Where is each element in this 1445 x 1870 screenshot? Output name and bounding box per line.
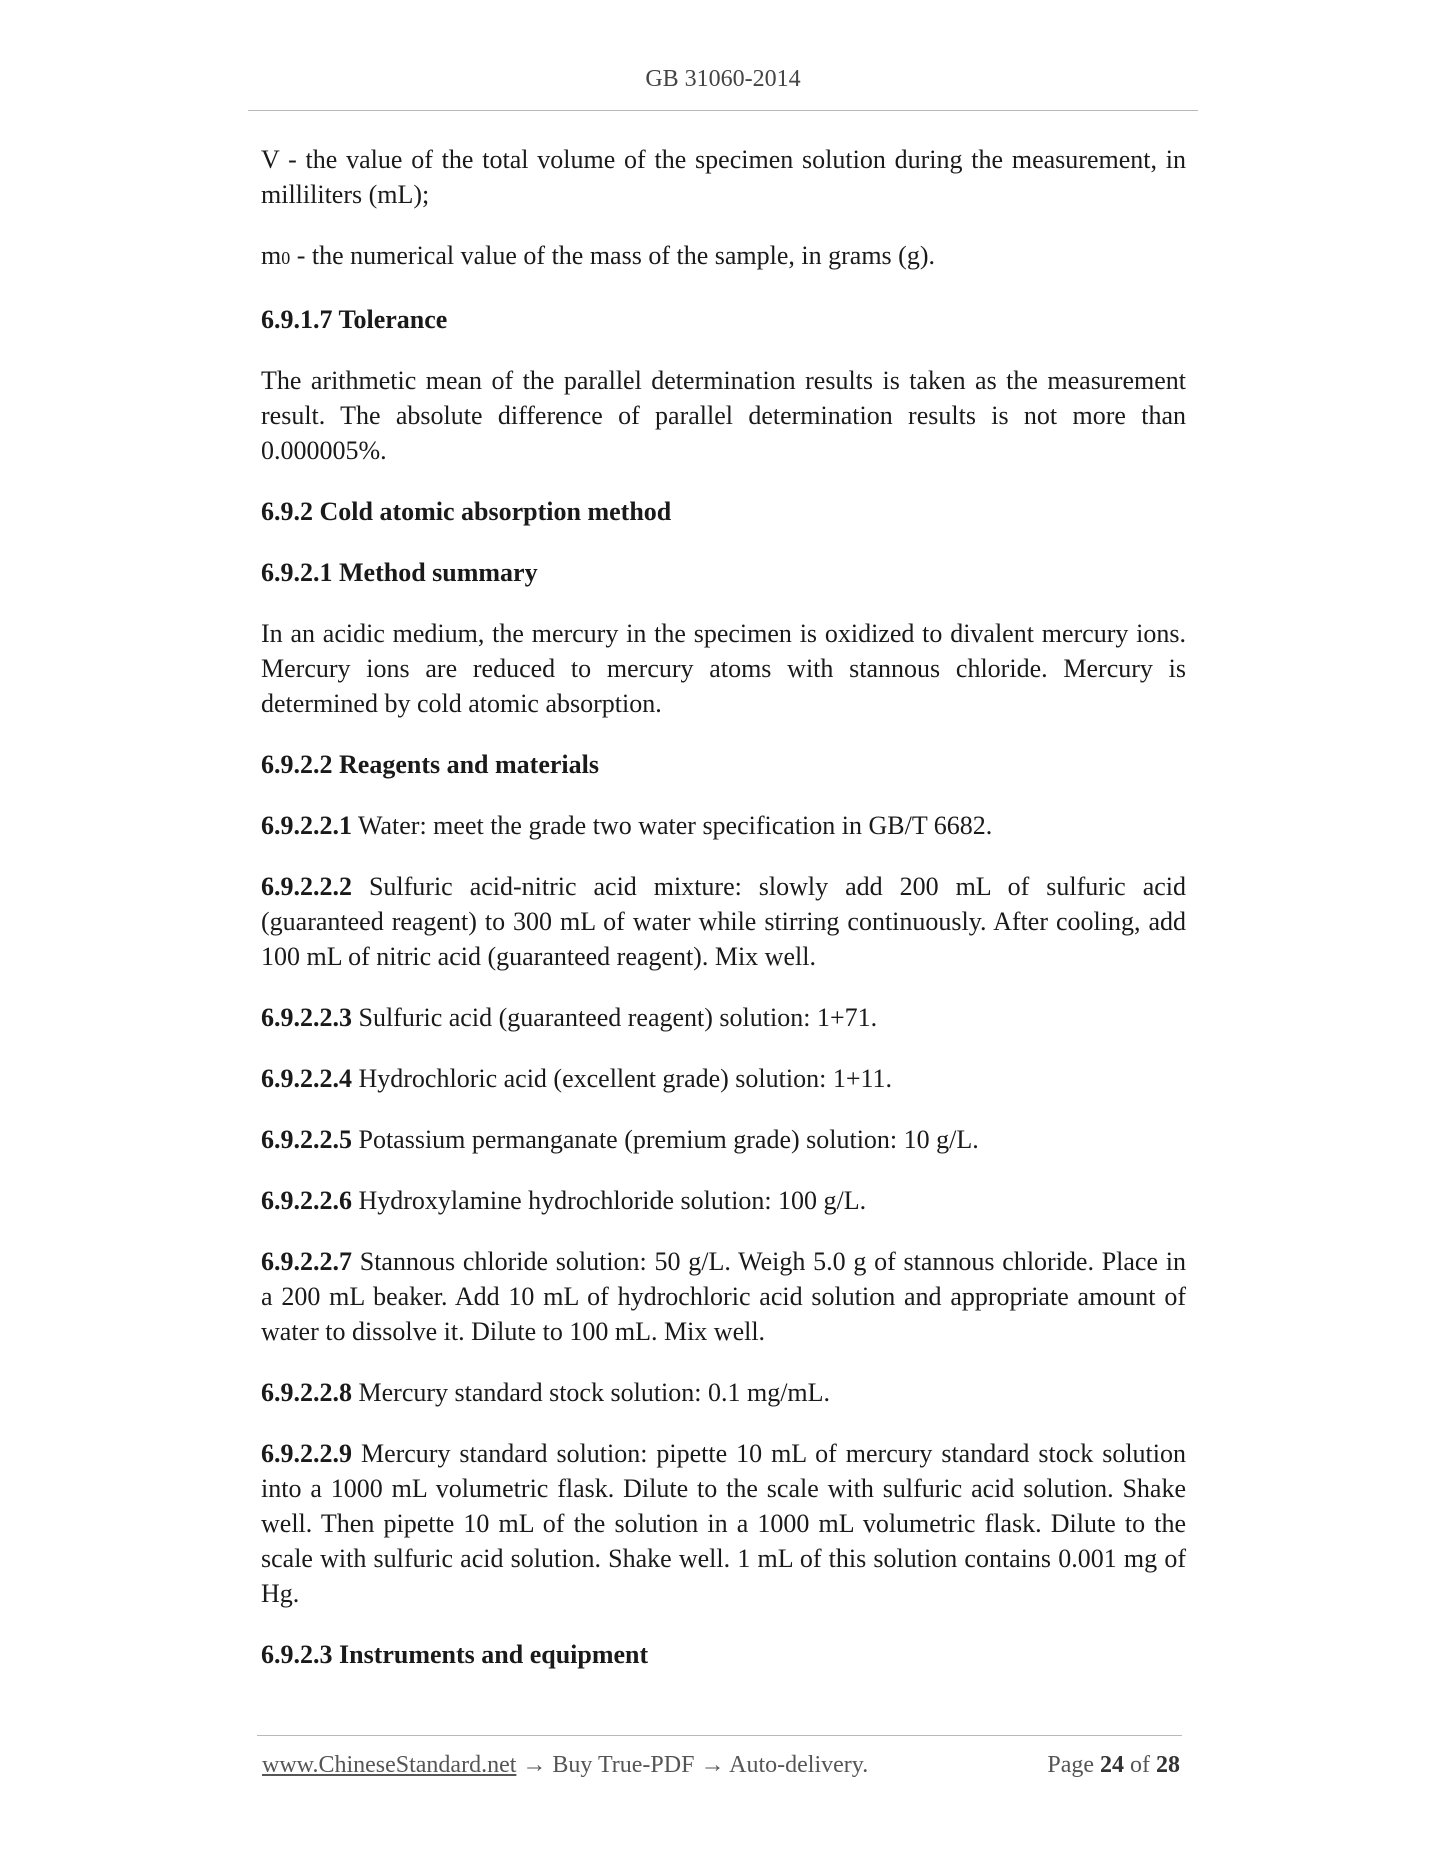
clause-text: Sulfuric acid-nitric acid mixture: slowly add 200 mL of sulfuric acid (guaranteed reagent) to 300 mL of water while stirring continuously. After cooling, add 100 mL of nitric acid (guaranteed reagent). Mix well. <box>261 872 1186 971</box>
clause-text: Water: meet the grade two water specification in GB/T 6682. <box>352 811 993 840</box>
clause-text: Mercury standard solution: pipette 10 mL of mercury standard stock solution into a 1000 mL volumetric flask. Dilute to the scale with sulfuric acid solution. Shake well. Then pipette 10 mL of the solution in a 1000 mL volumetric flask. Dilute to the scale with sulfuric acid solution. Shake well. 1 mL of this solution contains 0.001 mg of Hg. <box>261 1439 1186 1608</box>
clause-text: Mercury standard stock solution: 0.1 mg/mL. <box>352 1378 831 1407</box>
clause-number: 6.9.2.2.2 <box>261 872 352 901</box>
reagent-item <box>261 1244 1186 1349</box>
reagent-item <box>261 808 1186 843</box>
clause-text: Stannous chloride solution: 50 g/L. Weigh 5.0 g of stannous chloride. Place in a 200 mL beaker. Add 10 mL of hydrochloric acid solution and appropriate amount of water to dissolve it. Dilute to 100 mL. Mix well. <box>261 1247 1186 1346</box>
header-divider <box>248 110 1198 111</box>
m0-symbol: m <box>261 241 282 270</box>
arrow-right-icon: → <box>694 1752 730 1778</box>
heading-6-9-2-1: 6.9.2.1 Method summary <box>261 558 538 587</box>
footer-divider <box>257 1735 1182 1736</box>
clause-number: 6.9.2.2.7 <box>261 1247 352 1276</box>
reagent-item <box>261 1122 1186 1157</box>
of-label: of <box>1130 1752 1150 1778</box>
clause-number: 6.9.2.2.4 <box>261 1064 352 1093</box>
page-label: Page <box>1047 1752 1094 1778</box>
m0-definition-text: - the numerical value of the mass of the sample, in grams (g). <box>290 241 935 270</box>
reagent-item <box>261 1061 1186 1096</box>
paragraph-method-summary: In an acidic medium, the mercury in the specimen is oxidized to divalent mercury ions. Mercury ions are reduced to mercury atoms with stannous chloride. Mercury is determined by cold atomic absorption. <box>261 619 1186 718</box>
clause-text: Hydroxylamine hydrochloride solution: 100 g/L. <box>352 1186 867 1215</box>
paragraph-tolerance: The arithmetic mean of the parallel determination results is taken as the measurement result. The absolute difference of parallel determination results is not more than 0.000005%. <box>261 366 1186 465</box>
page-header: GB 31060-2014 <box>645 66 801 92</box>
paragraph-m0-definition <box>261 238 1186 276</box>
reagent-item <box>261 869 1186 974</box>
m0-subscript: 0 <box>281 248 291 268</box>
heading-6-9-2-2: 6.9.2.2 Reagents and materials <box>261 750 599 779</box>
page-counter <box>1047 1752 1180 1779</box>
reagent-item <box>261 1436 1186 1611</box>
heading-6-9-1-7: 6.9.1.7 Tolerance <box>261 305 448 334</box>
heading-6-9-2-3: 6.9.2.3 Instruments and equipment <box>261 1640 649 1669</box>
buy-pdf-text: Buy True-PDF <box>552 1752 695 1778</box>
reagent-item <box>261 1000 1186 1035</box>
clause-number: 6.9.2.2.3 <box>261 1003 352 1032</box>
clause-number: 6.9.2.2.8 <box>261 1378 352 1407</box>
clause-number: 6.9.2.2.9 <box>261 1439 352 1468</box>
total-pages-number: 28 <box>1156 1752 1180 1778</box>
document-body <box>261 142 1186 1698</box>
arrow-right-icon: → <box>516 1752 553 1778</box>
heading-6-9-2: 6.9.2 Cold atomic absorption method <box>261 497 672 526</box>
website-link[interactable]: www.ChineseStandard.net <box>262 1752 517 1778</box>
reagent-item <box>261 1183 1186 1218</box>
footer-promo <box>262 1752 868 1779</box>
clause-number: 6.9.2.2.6 <box>261 1186 352 1215</box>
clause-text: Hydrochloric acid (excellent grade) solution: 1+11. <box>352 1064 893 1093</box>
clause-text: Potassium permanganate (premium grade) solution: 10 g/L. <box>352 1125 979 1154</box>
clause-number: 6.9.2.2.1 <box>261 811 352 840</box>
clause-number: 6.9.2.2.5 <box>261 1125 352 1154</box>
current-page-number: 24 <box>1100 1752 1124 1778</box>
auto-delivery-text: Auto-delivery. <box>729 1752 869 1778</box>
paragraph-v-definition: V - the value of the total volume of the specimen solution during the measurement, in milliliters (mL); <box>261 145 1186 209</box>
reagent-item <box>261 1375 1186 1410</box>
clause-text: Sulfuric acid (guaranteed reagent) solution: 1+71. <box>352 1003 878 1032</box>
